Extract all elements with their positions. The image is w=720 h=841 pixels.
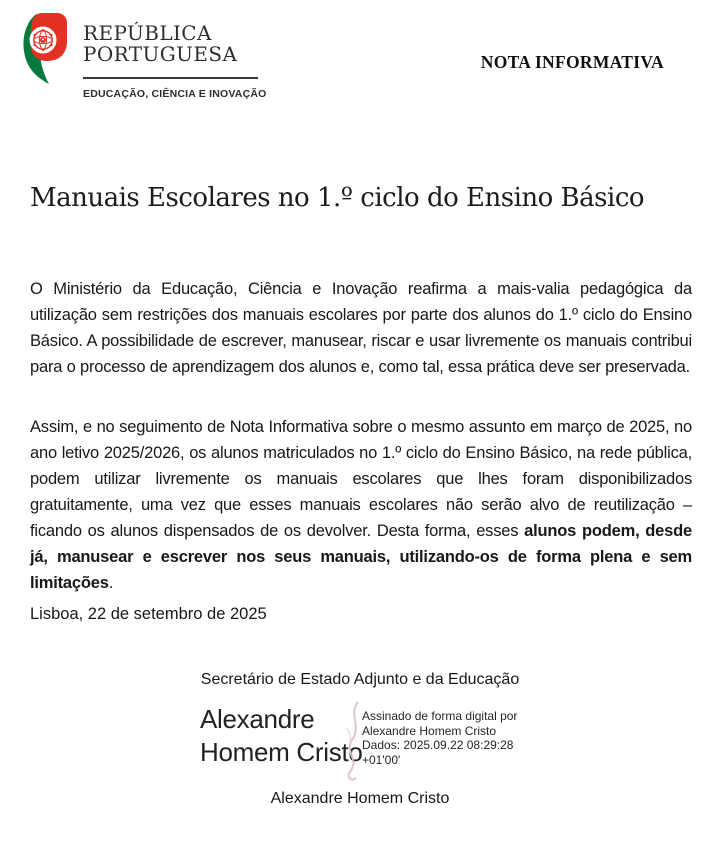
stamp-line-2: Alexandre Homem Cristo — [362, 723, 497, 738]
digital-signature-name: Alexandre Homem Cristo — [200, 704, 363, 767]
stamp-line-4: +01'00' — [362, 752, 401, 767]
stamp-line-1: Assinado de forma digital por — [362, 709, 518, 723]
page-title: Manuais Escolares no 1.º ciclo do Ensino Básico — [30, 183, 645, 214]
paragraph-1: O Ministério da Educação, Ciência e Inovação reafirma a mais-valia pedagógica da utilização sem restrições dos manuais escolares por parte dos alunos do 1.º ciclo do Ensino Básico. A possibilidade de escrever, manusear, riscar e usar livremente os manuais contribui para o processo de aprendizagem dos alunos e, como tal, essa prática deve ser preservada. — [30, 279, 692, 376]
paragraph-2-bold-text: alunos podem, desde já, manusear e escrever nos seus manuais, utilizando-os de forma plena e sem limitações — [30, 521, 692, 592]
paragraph-2-suffix: . — [108, 573, 114, 592]
paragraph-2 — [30, 414, 692, 596]
logo-divider — [83, 77, 258, 79]
portugal-government-logo-icon — [21, 13, 67, 85]
date-place-line: Lisboa, 22 de setembro de 2025 — [30, 605, 267, 623]
stamp-line-3: Dados: 2025.09.22 08:29:28 — [362, 738, 514, 752]
digital-signature-stamp — [362, 709, 557, 767]
logo-title-line1: REPÚBLICA — [83, 21, 212, 45]
logo-department: EDUCAÇÃO, CIÊNCIA E INOVAÇÃO — [83, 88, 267, 100]
paragraph-2-normal-text: Assim, e no seguimento de Nota Informativa sobre o mesmo assunto em março de 2025, no ano letivo 2025/2026, os alunos matriculados no 1.º ciclo do Ensino Básico, na rede pública, podem utilizar livremente os manuais escolares que lhes foram disponibilizados gratuitamente, uma vez que esses manuais escolares não serão alvo de reutilização – ficando os alunos dispensados de os devolver. Desta forma, esses — [30, 417, 692, 540]
logo-wordmark — [83, 23, 267, 100]
logo-title-line2: PORTUGUESA — [83, 42, 238, 66]
printed-signer-name: Alexandre Homem Cristo — [270, 790, 450, 807]
document-type-label: NOTA INFORMATIVA — [480, 52, 664, 72]
signer-role-title: Secretário de Estado Adjunto e da Educação — [200, 671, 520, 688]
